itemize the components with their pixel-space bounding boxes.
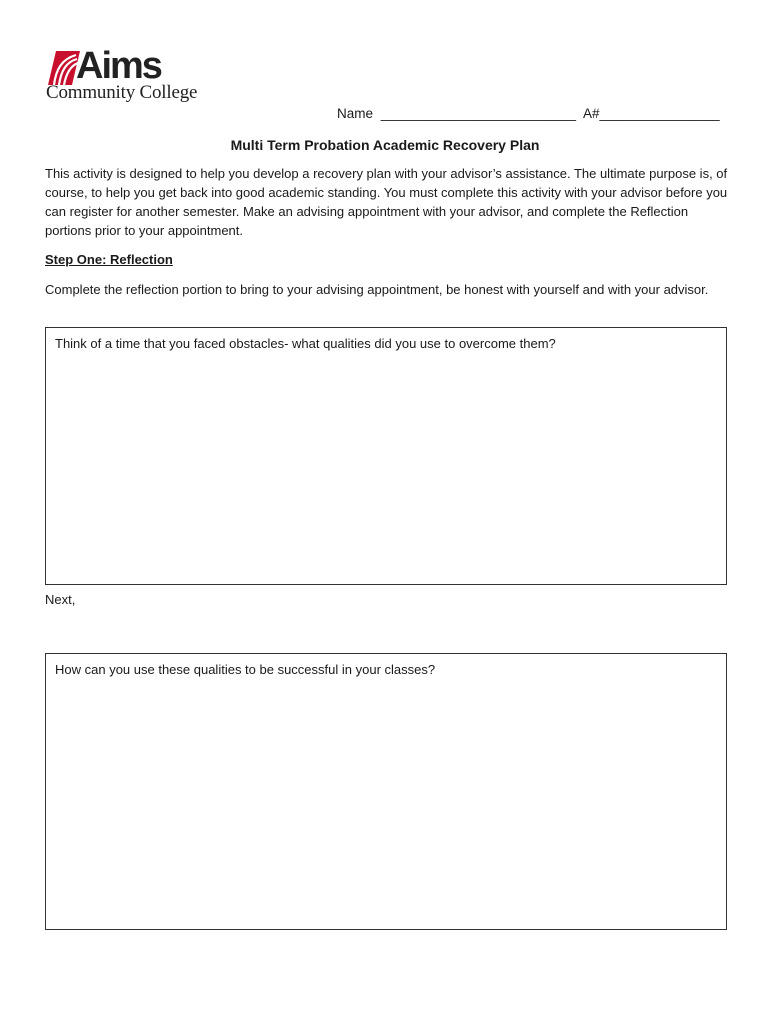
logo-subtitle: Community College [46,82,198,103]
next-label: Next, [45,592,76,607]
obstacles-prompt: Think of a time that you faced obstacles- what qualities did you use to overcome them? [55,336,556,351]
aims-logo [46,45,198,105]
intro-paragraph: This activity is designed to help you develop a recovery plan with your advisor’s assistance. The ultimate purpose is, of course, to help you get back into good academic standing. You must complete this activity with your advisor before you can register for another semester. Make an advising appointment with your advisor, and complete the Reflection portions prior to your appointment. [45,166,728,238]
qualities-answer-field[interactable] [54,684,718,921]
name-label: Name [337,106,374,121]
reflection-box-qualities[interactable] [45,653,727,930]
logo-wordmark: Aims [76,45,161,87]
document-title: Multi Term Probation Academic Recovery Plan [230,137,540,153]
step-one-instruction: Complete the reflection portion to bring to your advising appointment, be honest with yourself and with your advisor. [45,282,709,297]
name-id-line [337,106,724,121]
reflection-box-obstacles[interactable] [45,327,727,585]
obstacles-answer-field[interactable] [54,358,718,576]
qualities-prompt: How can you use these qualities to be successful in your classes? [55,662,436,677]
step-one-heading: Step One: Reflection [45,252,173,267]
student-id-field[interactable]: A#________________ [583,106,720,121]
logo-swoosh-icon [46,47,80,87]
name-blank-field[interactable]: __________________________ [380,106,576,121]
